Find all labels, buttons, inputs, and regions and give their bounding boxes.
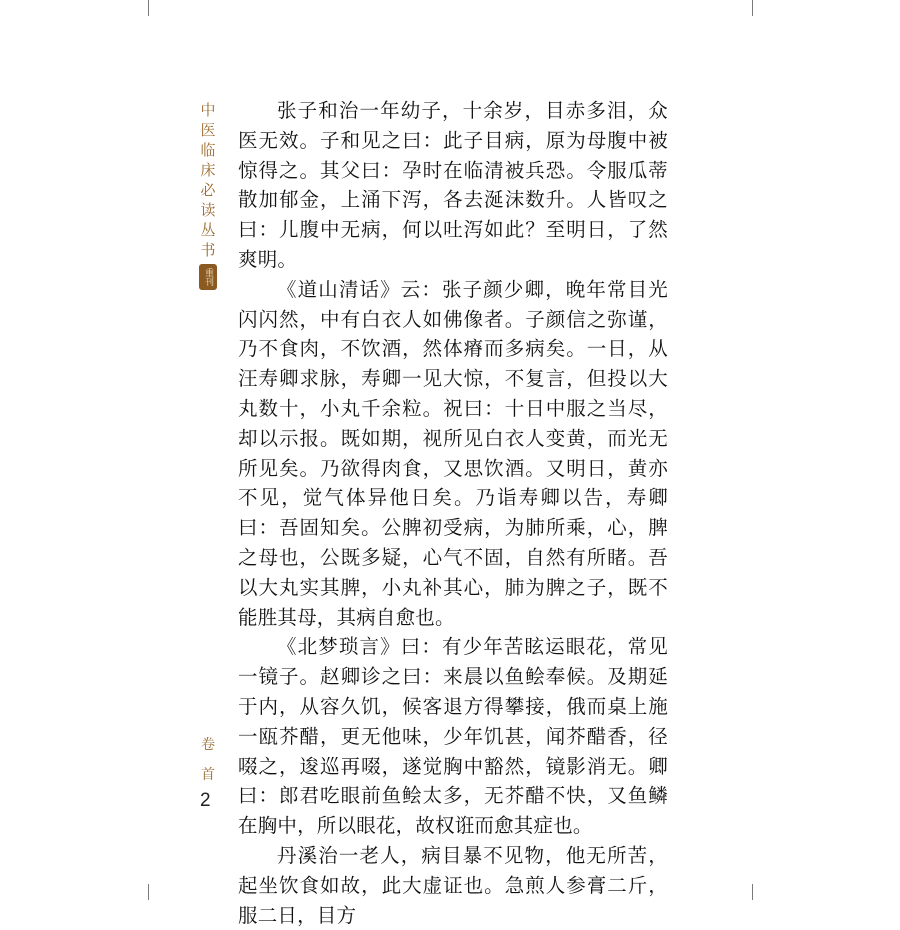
paragraph: 张子和治一年幼子，十余岁，目赤多泪，众医无效。子和见之曰：此子目病，原为母腹中被惊得之。其父曰：孕时在临清被兵恐。令服瓜蒂散加郁金，上涌下泻，各去涎沫数升。人皆叹之曰：儿腹中无病，何以吐泻如此？至明日，了然爽明。 bbox=[238, 99, 668, 271]
page-number: 2 bbox=[200, 790, 211, 811]
series-title-char: 书 bbox=[200, 241, 216, 259]
series-title-char: 丛 bbox=[200, 221, 216, 239]
volume-label bbox=[199, 730, 217, 790]
series-title-char: 临 bbox=[200, 141, 216, 159]
paragraph: 《北梦琐言》曰：有少年苦眩运眼花，常见一镜子。赵卿诊之曰：来晨以鱼鲙奉候。及期延于内，从容久饥，候客退方得攀接，俄而桌上施一瓯芥醋，更无他味，少年饥甚，闻芥醋香，径啜之，逡巡再啜，遂觉胸中豁然，镜影消无。卿曰：郎君吃眼前鱼鲙太多，无芥醋不快，又鱼鳞在胸中，所以眼花，故权诳而愈其症也。 bbox=[238, 635, 668, 838]
volume-label-char: 卷 bbox=[201, 737, 215, 753]
series-title-char: 必 bbox=[200, 181, 216, 199]
volume-label-char: 首 bbox=[201, 767, 215, 783]
paragraph: 《道山清话》云：张子颜少卿，晚年常目光闪闪然，中有白衣人如佛像者。子颜信之弥谨，乃不食肉，不饮酒，然体瘠而多病矣。一日，从汪寿卿求脉，寿卿一见大惊，不复言，但投以大丸数十，小丸千余粒。祝曰：十日中服之当尽，却以示报。既如期，视所见白衣人变黄，而光无所见矣。乃欲得肉食，又思饮酒。又明日，黄亦不见，觉气体异他日矣。乃诣寿卿以告，寿卿曰：吾固知矣。公脾初受病，为肺所乘，心，脾之母也，公既多疑，心气不固，自然有所睹。吾以大丸实其脾，小丸补其心，肺为脾之子，既不能胜其母，其病自愈也。 bbox=[238, 277, 668, 629]
paragraph: 丹溪治一老人，病目暴不见物，他无所苦，起坐饮食如故，此大虚证也。急煎人参膏二斤，服二日，目方 bbox=[238, 843, 668, 927]
series-title-char: 医 bbox=[200, 121, 216, 139]
series-title bbox=[199, 100, 217, 290]
crop-mark-bottom-left bbox=[148, 884, 149, 900]
series-title-char: 床 bbox=[200, 161, 216, 179]
series-badge bbox=[199, 264, 217, 290]
crop-mark-top-left bbox=[148, 0, 149, 16]
crop-mark-bottom-right bbox=[752, 884, 753, 900]
series-badge-text: 重刊 bbox=[203, 268, 213, 286]
series-title-char: 中 bbox=[200, 101, 216, 119]
series-title-char: 读 bbox=[200, 201, 216, 219]
crop-mark-top-right bbox=[752, 0, 753, 16]
body-text bbox=[238, 96, 668, 930]
